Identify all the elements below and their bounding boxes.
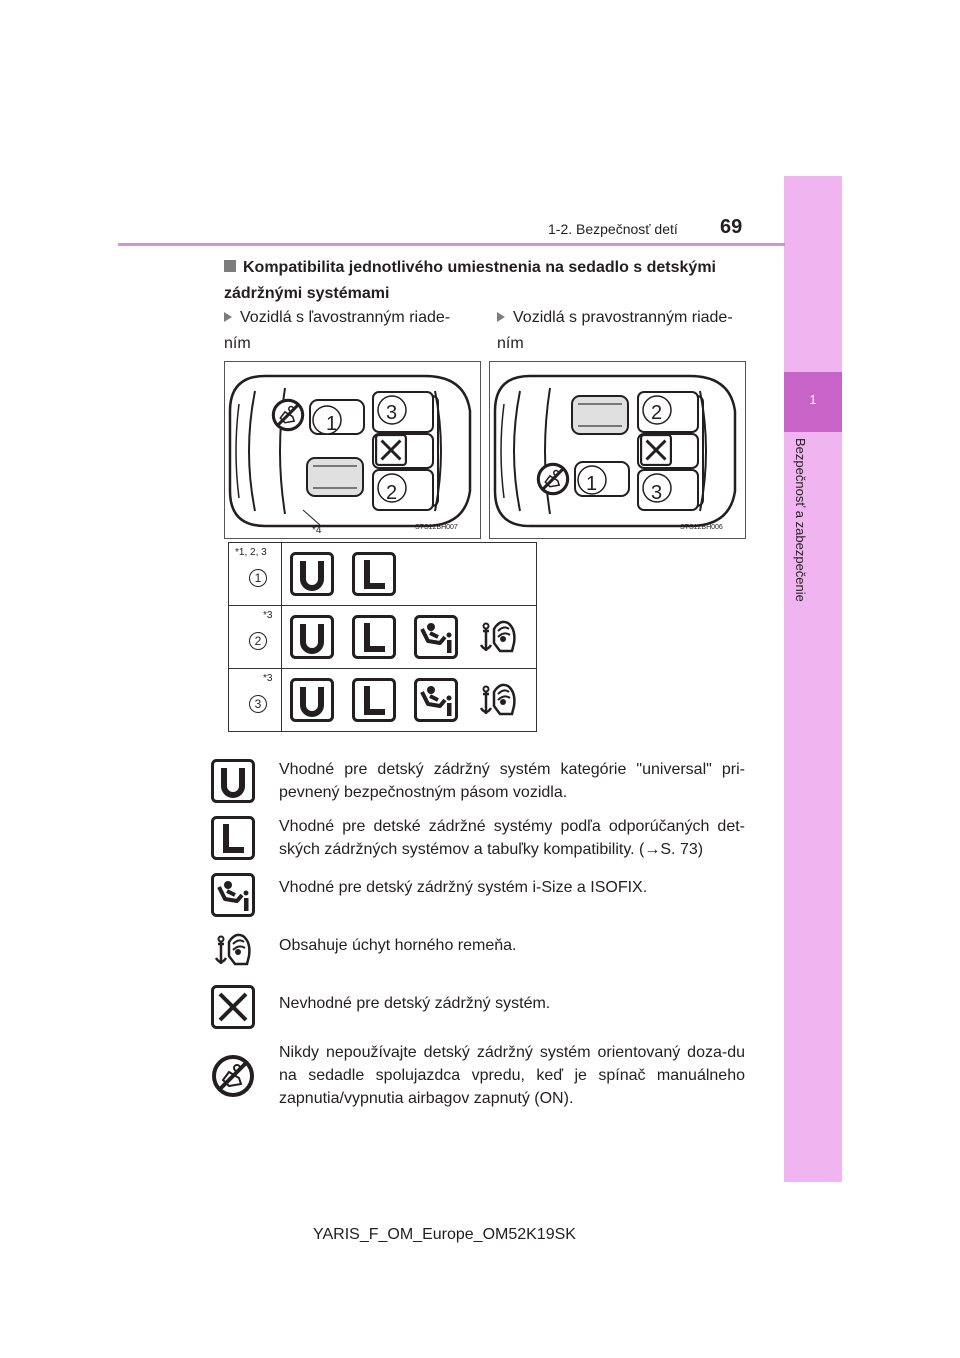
- seat-number-badge: 2: [249, 632, 267, 650]
- table-row: [229, 543, 537, 606]
- subheading-right: Vozidlá s pravostranným riade-ním: [497, 309, 733, 352]
- section-title: 1-2. Bezpečnosť detí: [548, 221, 678, 237]
- compatibility-table: [228, 542, 537, 732]
- row-note: *1, 2, 3: [235, 547, 267, 558]
- seat-number-2: 2: [386, 482, 398, 504]
- table-row: [229, 606, 537, 669]
- figure-lhd: [224, 361, 481, 539]
- table-row: [229, 669, 537, 732]
- chapter-title: Bezpečnosť a zabezpečenie: [793, 438, 808, 602]
- row-icons: [282, 670, 536, 726]
- icons-cell: [282, 669, 537, 732]
- seat-number-3: 3: [651, 482, 663, 504]
- icons-cell: [282, 606, 537, 669]
- figure-callout: *4: [312, 525, 322, 536]
- l-icon: [354, 616, 395, 657]
- cross-icon: [211, 985, 255, 1029]
- row-note: *3: [263, 673, 273, 684]
- isofix-icon: [211, 873, 255, 917]
- isofix-icon: [416, 679, 457, 720]
- seat-number-badge: 3: [249, 695, 267, 713]
- seat-number-2: 2: [651, 402, 663, 424]
- seat-cell: [229, 669, 282, 732]
- square-bullet-icon: [224, 260, 236, 272]
- legend-text: Nikdy nepoužívajte detský zádržný systém orientovaný doza-du na sedadle spolujazdca vpredu, keď je spínač manuálneho zapnutia/vypnutia airbagov zapnutý (ON).: [279, 1044, 745, 1107]
- legend-text: Vhodné pre detský zádržný systém i-Size a ISOFIX.: [279, 879, 648, 896]
- page-number: 69: [720, 216, 743, 238]
- seat-number-badge: 1: [249, 569, 267, 587]
- legend-text: Vhodné pre detský zádržný systém kategórie "universal" pri-pevnený bezpečnostným pásom vozidla.: [279, 761, 745, 801]
- legend-item-universal: [211, 756, 771, 806]
- legend-item-anchor: [211, 926, 771, 976]
- isofix-icon: [416, 616, 457, 657]
- row-note: *3: [263, 610, 273, 621]
- seat-number-1: 1: [586, 473, 598, 495]
- car-diagram-rhd: [490, 362, 745, 538]
- triangle-bullet-icon: [497, 312, 505, 322]
- seat-number-3: 3: [386, 402, 398, 424]
- l-icon: [354, 553, 395, 594]
- u-icon: [292, 679, 333, 720]
- triangle-bullet-icon: [224, 312, 232, 322]
- seat-cell: [229, 543, 282, 606]
- footer-doc-code: YARIS_F_OM_Europe_OM52K19SK: [313, 1226, 576, 1243]
- u-icon: [292, 553, 333, 594]
- seat-cell: [229, 606, 282, 669]
- anchor-icon: [211, 928, 255, 972]
- prohibited-icon: [211, 1054, 255, 1098]
- seat-number-1: 1: [326, 413, 338, 435]
- icons-cell: [282, 543, 537, 606]
- car-diagram-lhd: [225, 362, 480, 538]
- legend-text: Obsahuje úchyt horného remeňa.: [279, 937, 517, 954]
- chapter-number: 1: [809, 392, 817, 407]
- u-icon: [292, 616, 333, 657]
- l-icon: [211, 816, 255, 860]
- legend-item-l: [211, 813, 771, 863]
- figure-code-left: STS12BH007: [415, 524, 458, 531]
- anchor-icon: [481, 621, 514, 650]
- anchor-icon: [481, 684, 514, 713]
- section-heading: Kompatibilita jednotlivého umiestnenia na sedadlo s detskými zádržnými systémami: [224, 259, 716, 302]
- legend-text: Vhodné pre detské zádržné systémy podľa odporúčaných det-ských zádržných systémov a tabuľky kompatibility. (→S. 73): [279, 818, 745, 858]
- legend-item-isofix: [211, 870, 771, 920]
- legend-item-prohibited: [211, 1046, 771, 1116]
- l-icon: [354, 679, 395, 720]
- figure-code-right: STS12BH006: [680, 524, 723, 531]
- header-rule: [118, 243, 785, 246]
- figure-rhd: [489, 361, 746, 539]
- u-icon: [211, 759, 255, 803]
- subheading-left: Vozidlá s ľavostranným riade-ním: [224, 309, 451, 352]
- row-icons: [282, 544, 536, 600]
- legend-text: Nevhodné pre detský zádržný systém.: [279, 995, 551, 1012]
- legend-item-not-suitable: [211, 982, 771, 1032]
- row-icons: [282, 607, 536, 663]
